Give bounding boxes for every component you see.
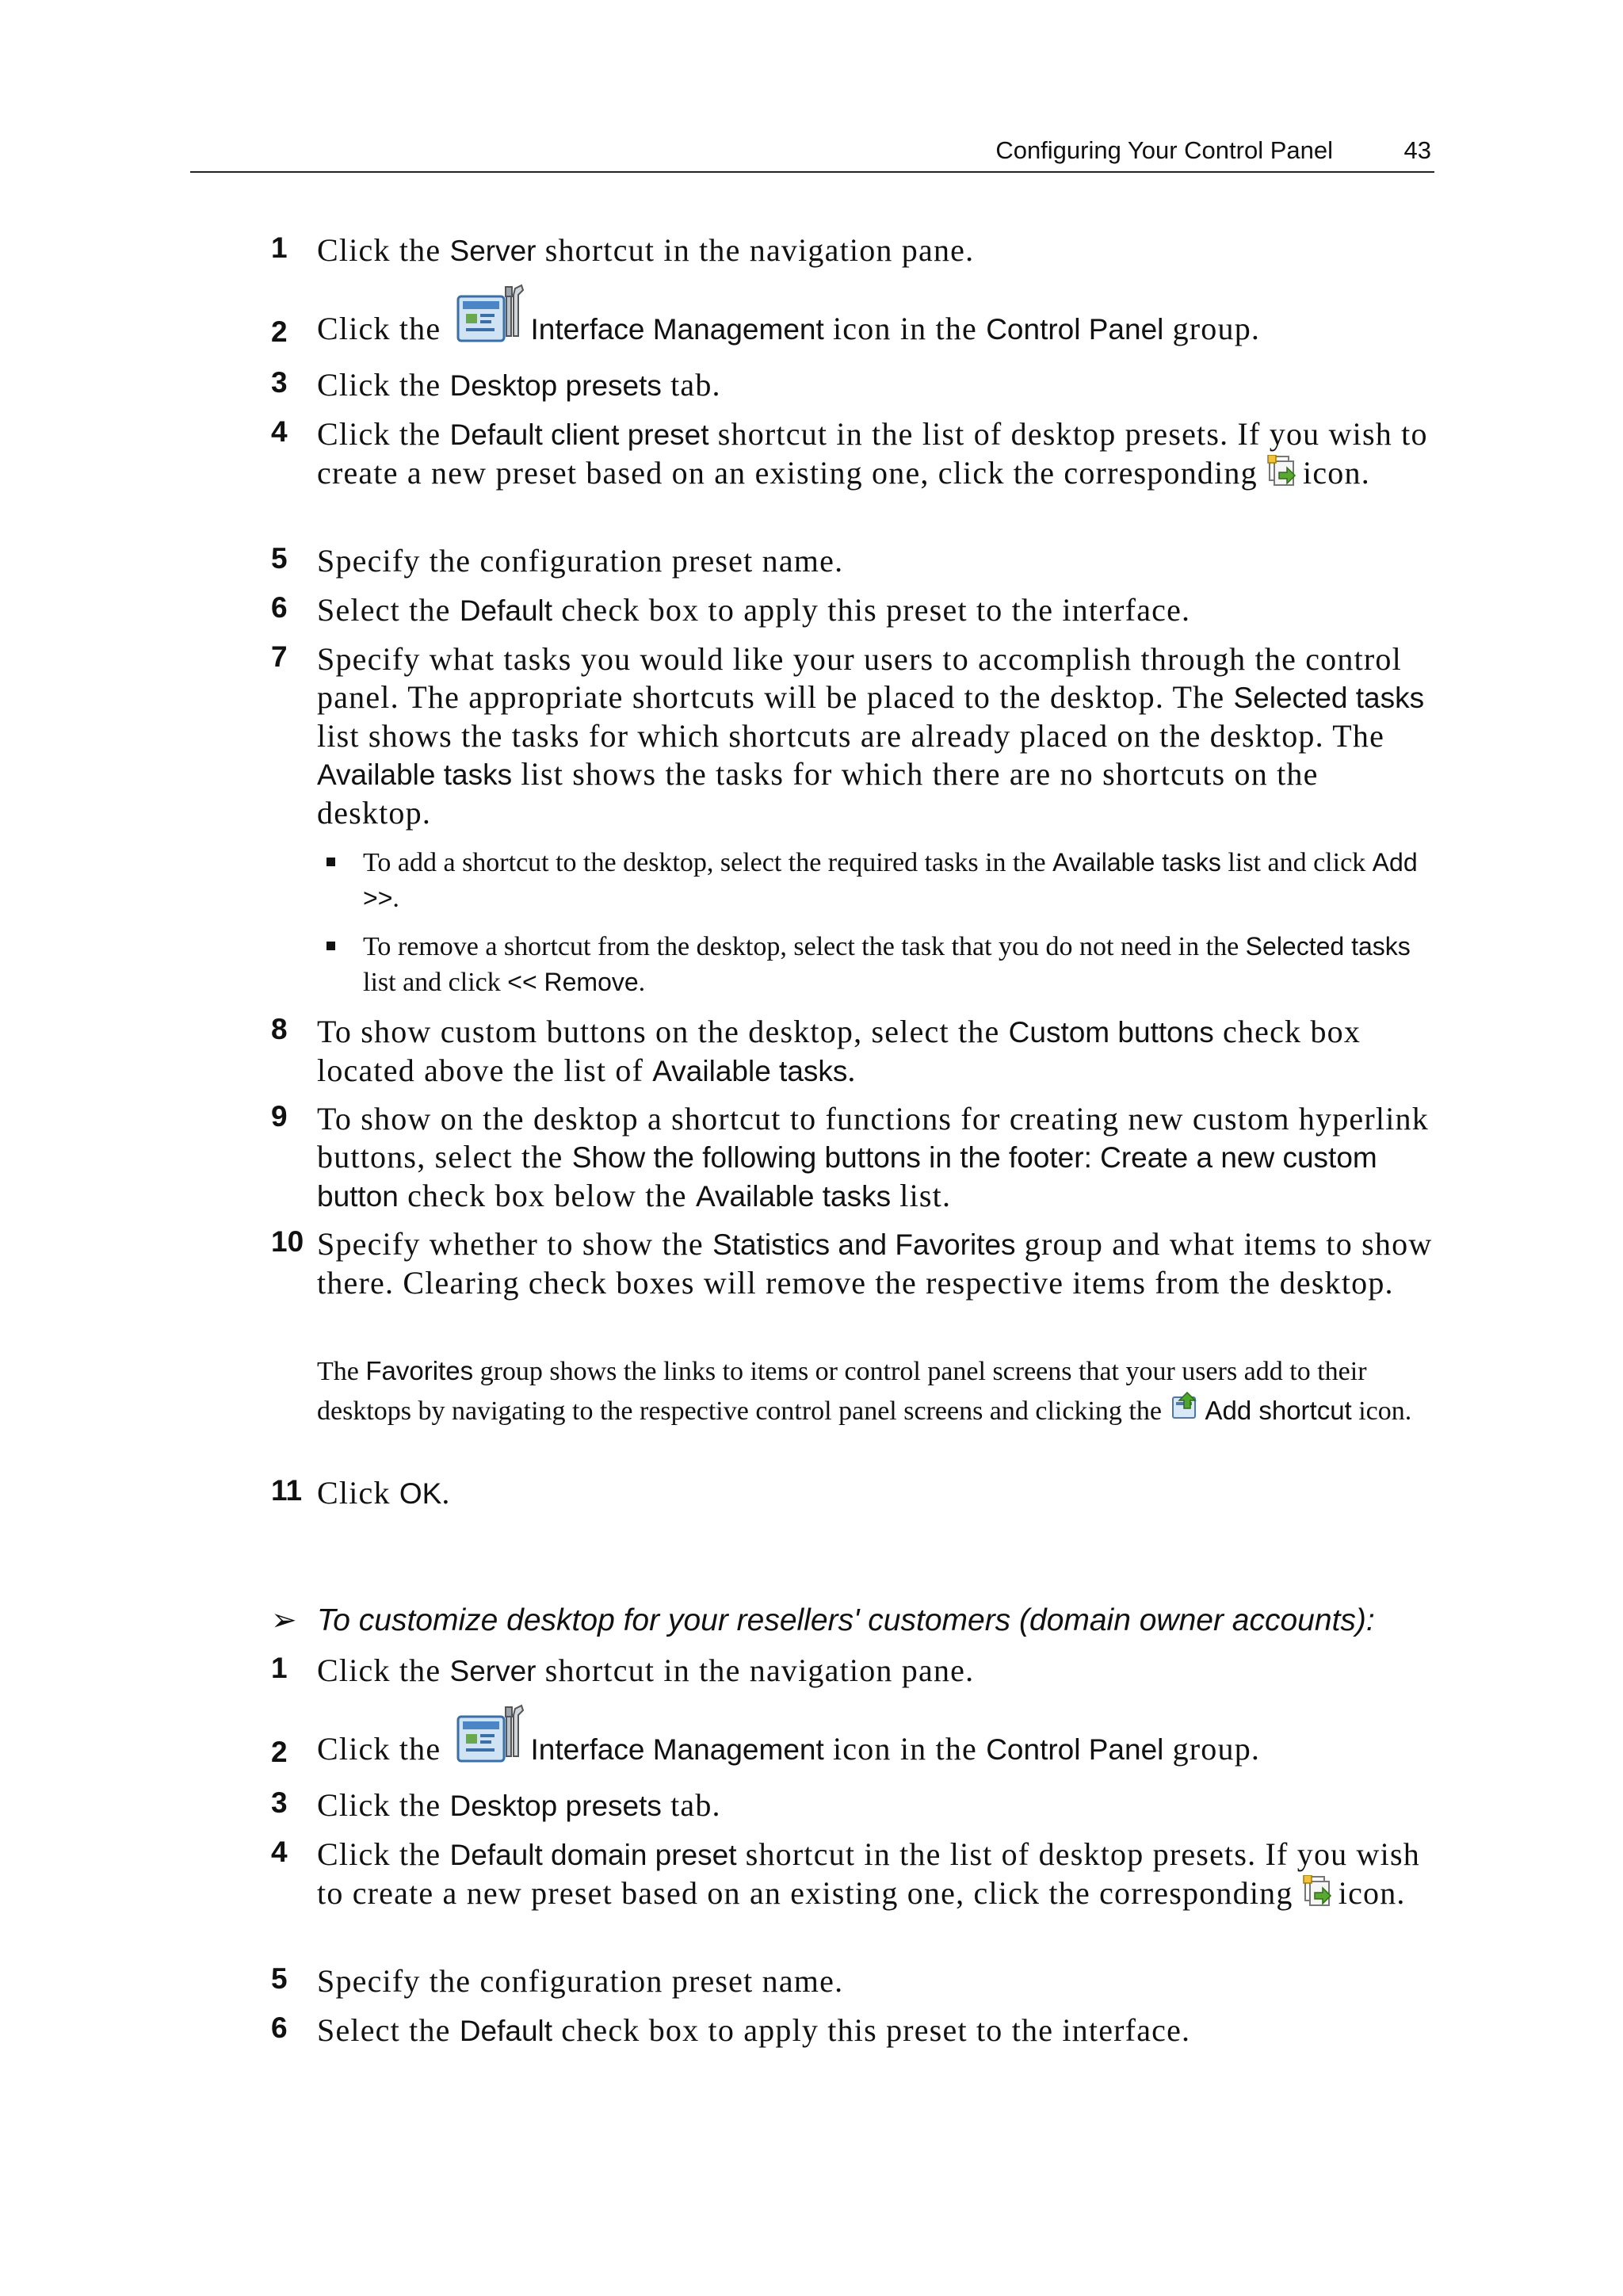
bullet-item: To add a shortcut to the desktop, select the required tasks in the Available tasks list and click Add >>. [363, 845, 1441, 916]
step-number: 9 [271, 1100, 288, 1133]
step-text: Specify whether to show the Statistics and Favorites group and what items to show there. Clearing check boxes will remove the respective items from the desktop. [317, 1226, 1433, 1301]
procedure-arrow-icon: ➢ [271, 1603, 297, 1637]
step-number: 6 [271, 2011, 288, 2044]
step-number: 10 [271, 1225, 304, 1258]
step-text: Click the Default client preset shortcut in the list of desktop presets. If you wish to create a new preset based on an existing one, click the corresponding icon. [317, 416, 1428, 491]
step-number: 5 [271, 542, 288, 575]
favorites-note: The Favorites group shows the links to items or control panel screens that your users add to their desktops by navigating to the respective control panel screens and clicking the Add shortcut icon. [317, 1356, 1412, 1426]
step-text: Click the Server shortcut in the navigation pane. [317, 1652, 975, 1688]
copy-preset-icon [1266, 455, 1298, 487]
step-text: Click the Server shortcut in the navigation pane. [317, 232, 975, 268]
step-text: Specify the configuration preset name. [317, 1963, 844, 1999]
step-text: To show custom buttons on the desktop, select the Custom buttons check box located above the list of Available tasks. [317, 1014, 1361, 1088]
step-text: Click the Interface Management icon in the Control Panel group. [317, 1702, 1441, 1769]
interface-management-icon [456, 282, 525, 344]
step-number: 3 [271, 1786, 288, 1819]
step-text: Specify what tasks you would like your users to accomplish through the control panel. The appropriate shortcuts will be placed to the desktop. The Selected tasks list shows the tasks for which shortcuts are already placed on the desktop. The Available tasks list shows the tasks for which there are no shortcuts on the desktop. [317, 641, 1425, 831]
bullet-item: To remove a shortcut from the desktop, select the task that you do not need in the Selected tasks list and click << Remove. [363, 929, 1441, 1000]
step-number: 1 [271, 231, 288, 264]
interface-management-icon [456, 1702, 525, 1764]
step-text: Click the Desktop presets tab. [317, 367, 721, 403]
procedure-title: To customize desktop for your resellers' customers (domain owner accounts): [317, 1603, 1375, 1637]
step-number: 8 [271, 1013, 288, 1045]
step-number: 2 [271, 1736, 288, 1768]
header-title: Configuring Your Control Panel [995, 136, 1333, 164]
step-number: 11 [271, 1474, 303, 1507]
bullet-marker [327, 858, 335, 866]
step-number: 4 [271, 415, 288, 448]
copy-preset-icon [1302, 1875, 1334, 1907]
step-text: Click the Default domain preset shortcut in the list of desktop presets. If you wish to create a new preset based on an existing one, click the corresponding icon. [317, 1836, 1420, 1911]
bullet-marker [327, 942, 335, 950]
step-number: 7 [271, 640, 288, 673]
procedure-heading [271, 1603, 1436, 1638]
step-text: Select the Default check box to apply this preset to the interface. [317, 2012, 1191, 2048]
step-text: Select the Default check box to apply this preset to the interface. [317, 592, 1191, 628]
step-number: 1 [271, 1652, 288, 1684]
step-text: Specify the configuration preset name. [317, 543, 844, 579]
step-text: Click the Desktop presets tab. [317, 1787, 721, 1823]
step-text: Click the Interface Management icon in the Control Panel group. [317, 282, 1441, 349]
step-text: To show on the desktop a shortcut to functions for creating new custom hyperlink buttons, select the Show the following buttons in the footer: Create a new custom button check box below the Available tasks list. [317, 1101, 1429, 1213]
page-header [190, 133, 1434, 173]
page-number: 43 [1403, 136, 1431, 164]
step-number: 2 [271, 315, 288, 348]
step-number: 5 [271, 1962, 288, 1995]
add-shortcut-icon [1168, 1391, 1200, 1423]
step-number: 6 [271, 591, 288, 624]
step-text: Click OK. [317, 1475, 451, 1511]
step-number: 3 [271, 366, 288, 399]
step-number: 4 [271, 1836, 288, 1868]
